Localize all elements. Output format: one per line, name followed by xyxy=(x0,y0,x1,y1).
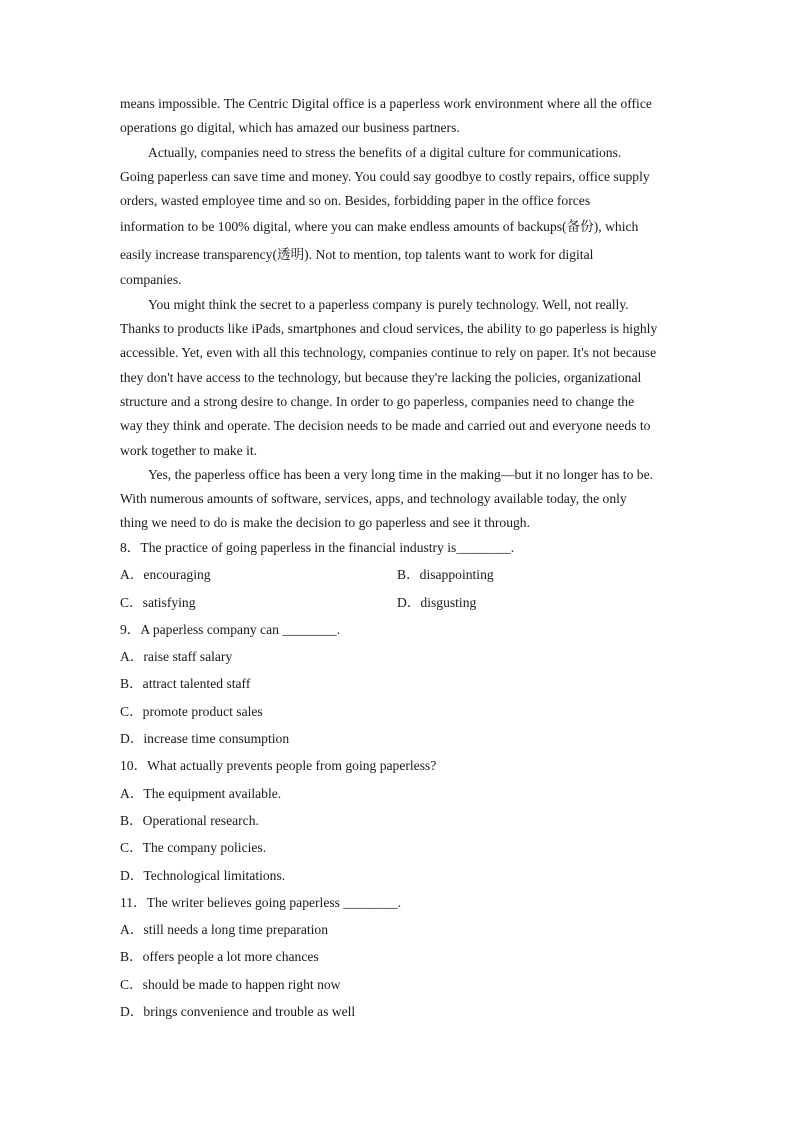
answer-option: C．should be made to happen right now xyxy=(120,976,341,992)
answer-option: A．encouraging xyxy=(120,567,211,583)
answer-option: D．disgusting xyxy=(397,594,477,610)
answer-option: A．raise staff salary xyxy=(120,649,233,665)
option-row xyxy=(120,589,680,616)
answer-option: B．attract talented staff xyxy=(120,676,251,692)
answer-option: D．increase time consumption xyxy=(120,731,290,747)
passage-line: operations go digital, which has amazed our business partners. xyxy=(120,120,460,136)
answer-option: B．offers people a lot more chances xyxy=(120,949,319,965)
question-stem: 8．The practice of going paperless in the financial industry is________. xyxy=(120,540,515,555)
answer-option: D．Technological limitations. xyxy=(120,867,286,883)
reading-passage xyxy=(120,92,680,536)
passage-line: work together to make it. xyxy=(120,442,258,458)
passage-line: structure and a strong desire to change. In order to go paperless, companies need to change the xyxy=(120,393,635,409)
answer-option: A．still needs a long time preparation xyxy=(120,922,329,938)
answer-option: C．promote product sales xyxy=(120,703,263,719)
passage-line: You might think the secret to a paperless company is purely technology. Well, not really. xyxy=(148,296,629,312)
question-stem: 11．The writer believes going paperless ________. xyxy=(120,894,402,910)
answer-option: D．brings convenience and trouble as well xyxy=(120,1004,356,1020)
passage-line: Actually, companies need to stress the benefits of a digital culture for communications. xyxy=(148,144,622,160)
passage-line: With numerous amounts of software, services, apps, and technology available today, the only xyxy=(120,491,627,507)
passage-line: companies. xyxy=(120,272,182,288)
answer-option: A．The equipment available. xyxy=(120,785,282,801)
passage-line: Thanks to products like iPads, smartphones and cloud services, the ability to go paperless is highly xyxy=(120,321,658,337)
passage-line: thing we need to do is make the decision to go paperless and see it through. xyxy=(120,515,530,531)
question-list xyxy=(120,534,680,1025)
passage-line: orders, wasted employee time and so on. Besides, forbidding paper in the office forces xyxy=(120,193,591,209)
question-stem: 9．A paperless company can ________. xyxy=(120,621,341,637)
passage-line: Yes, the paperless office has been a very long time in the making—but it no longer has to be. xyxy=(148,466,653,482)
answer-option: C．The company policies. xyxy=(120,840,267,856)
answer-option: C．satisfying xyxy=(120,594,196,610)
question-stem: 10．What actually prevents people from going paperless? xyxy=(120,758,437,774)
option-row xyxy=(120,561,680,588)
passage-line: means impossible. The Centric Digital office is a paperless work environment where all the office xyxy=(120,96,652,111)
passage-line: accessible. Yet, even with all this technology, companies continue to rely on paper. It's not because xyxy=(120,345,657,361)
passage-line: Going paperless can save time and money. You could say goodbye to costly repairs, office supply xyxy=(120,168,650,184)
passage-line: easily increase transparency(透明). Not to mention, top talents want to work for digital xyxy=(120,246,594,262)
answer-option: B．disappointing xyxy=(397,567,494,583)
answer-option: B．Operational research. xyxy=(120,812,259,828)
passage-line: way they think and operate. The decision needs to be made and carried out and everyone needs to xyxy=(120,418,651,434)
passage-line: information to be 100% digital, where you can make endless amounts of backups(备份), which xyxy=(120,219,639,235)
passage-line: they don't have access to the technology, but because they're lacking the policies, organizational xyxy=(120,369,642,385)
